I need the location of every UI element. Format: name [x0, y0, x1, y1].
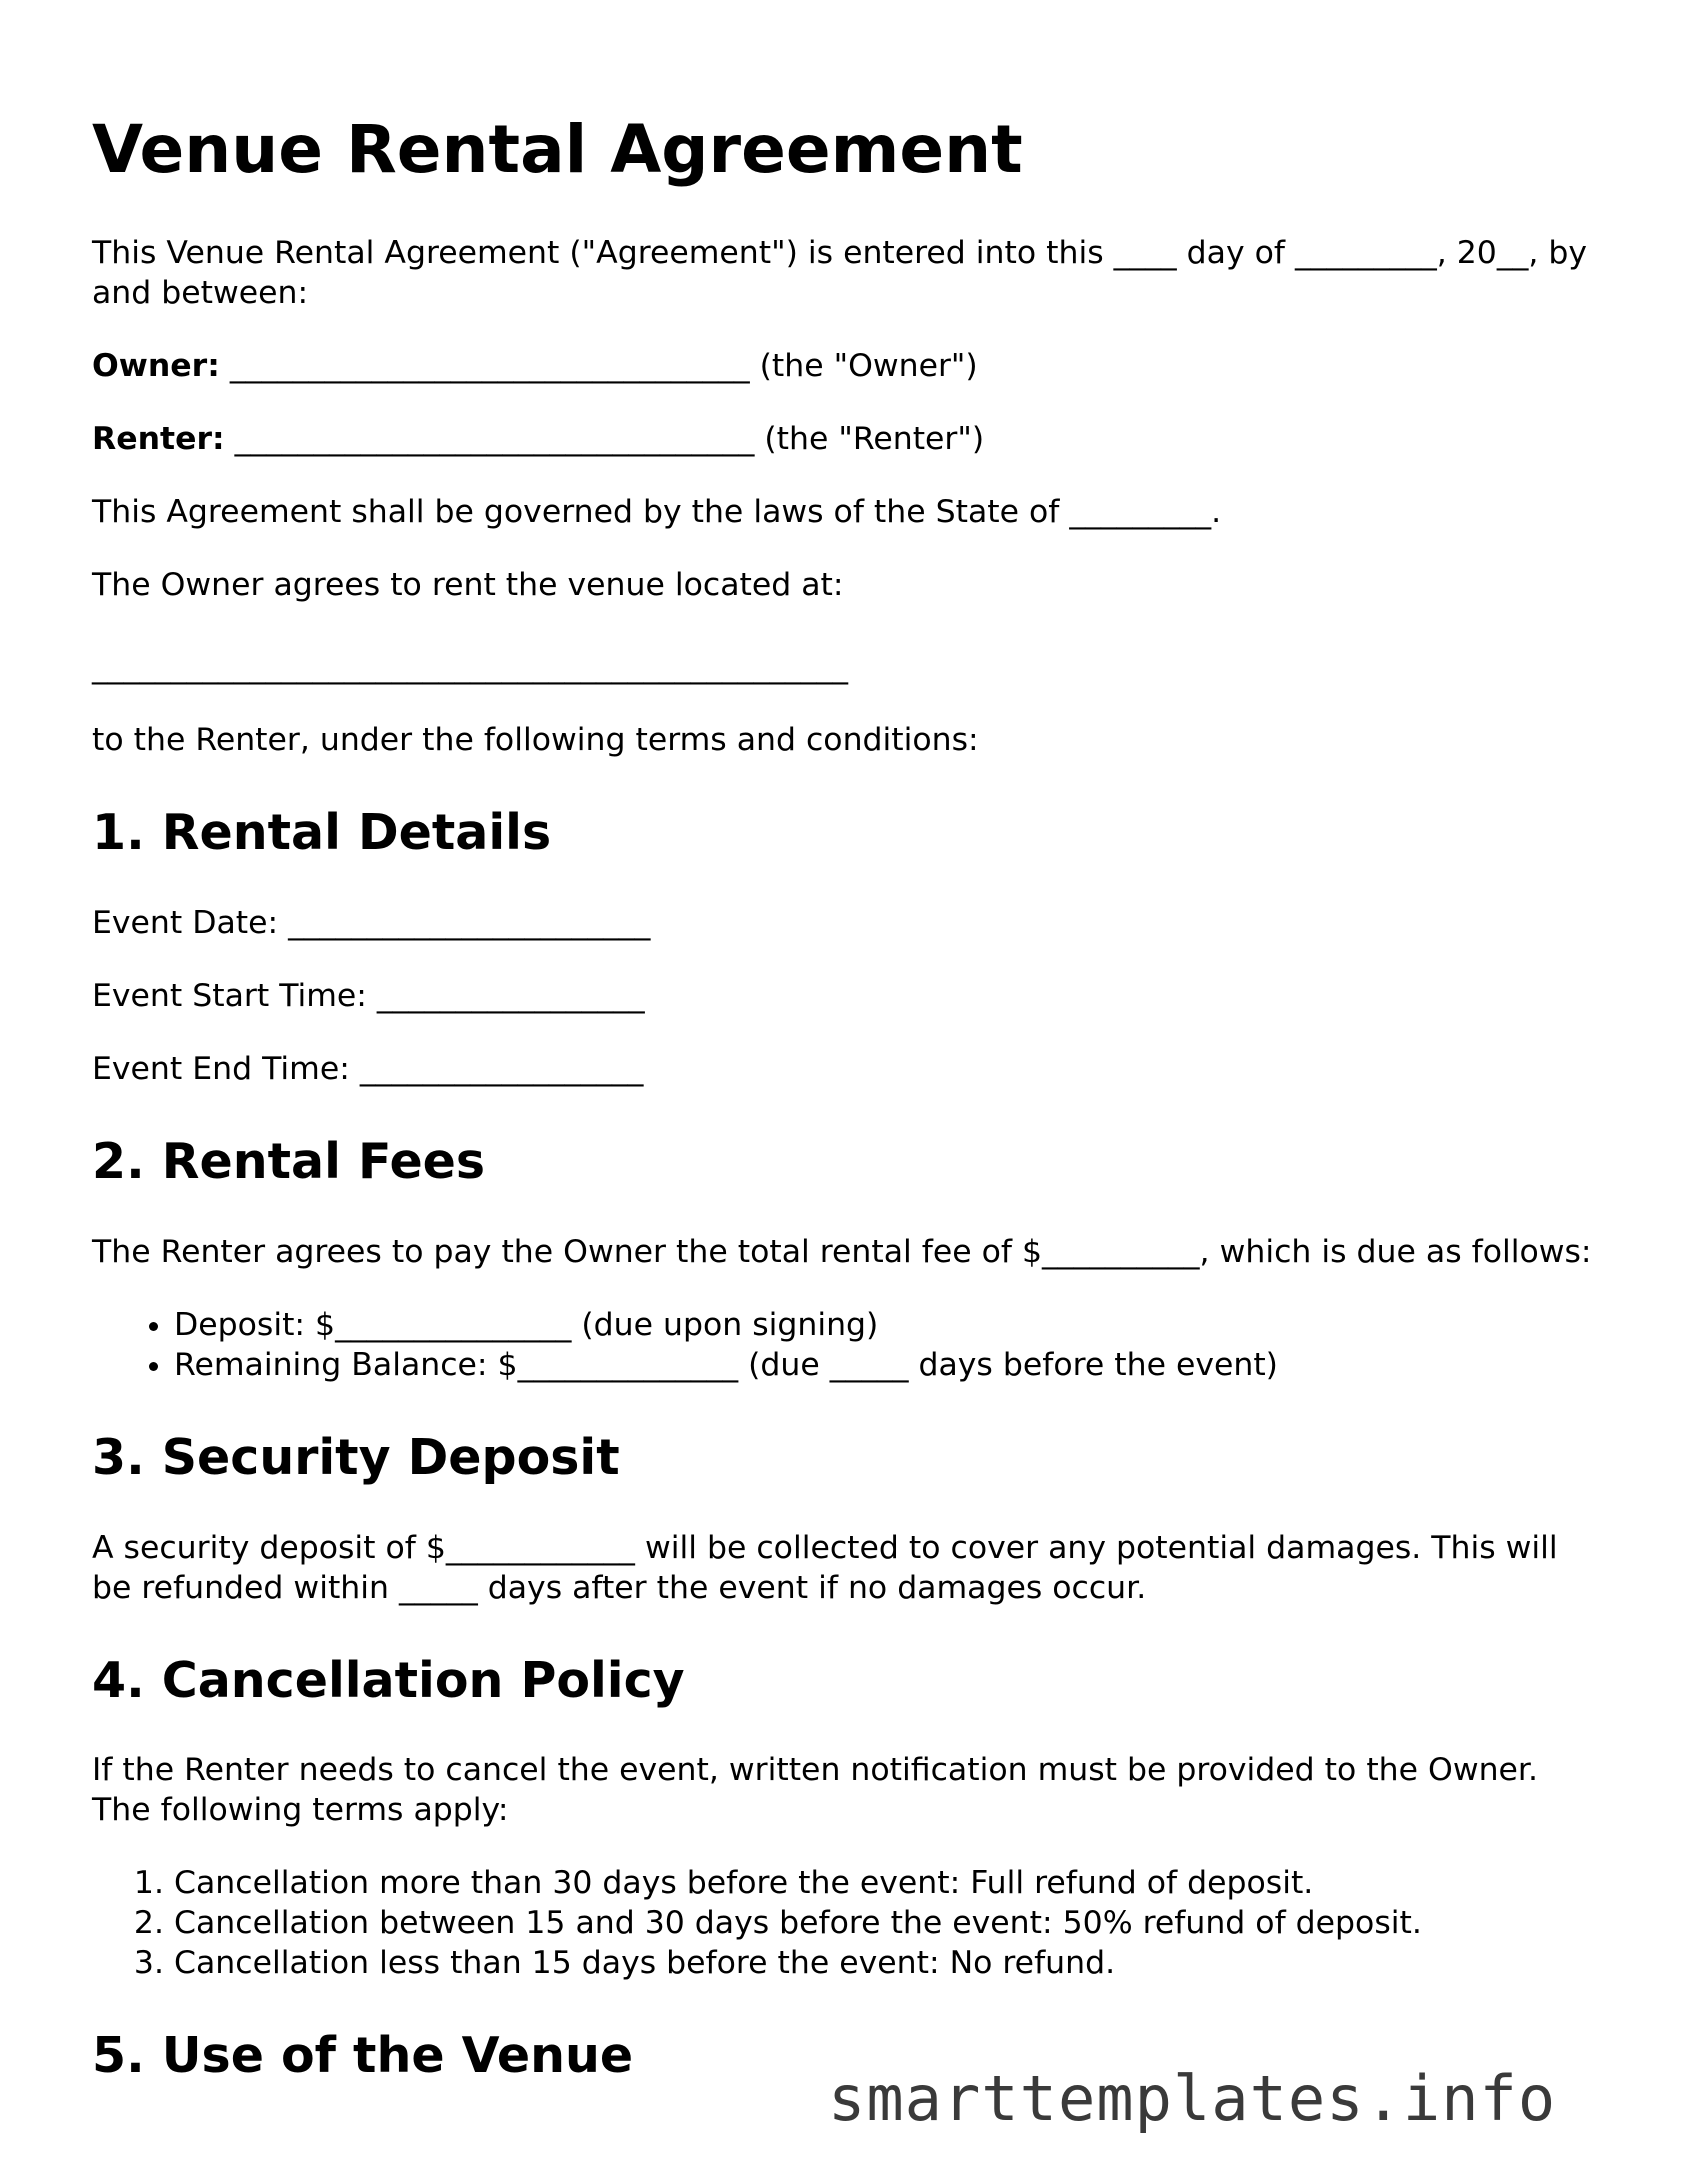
- cancellation-terms-list: [92, 1863, 1602, 1983]
- list-item-cancellation-15-30: 2. Cancellation between 15 and 30 days before the event: 50% refund of deposit.: [174, 1903, 1602, 1943]
- document-title: Venue Rental Agreement: [92, 111, 1023, 188]
- list-item-deposit: • Deposit: $_______________ (due upon signing): [174, 1305, 1602, 1345]
- venue-intro-paragraph: The Owner agrees to rent the venue located at:: [92, 567, 844, 604]
- governing-law-paragraph: This Agreement shall be governed by the laws of the State of _________.: [92, 494, 1222, 531]
- document-page: [92, 110, 1602, 2126]
- intro-paragraph: This Venue Rental Agreement ("Agreement") is entered into this ____ day of _________, 20__, by and between:: [92, 235, 1587, 312]
- section-heading-cancellation-policy: 4. Cancellation Policy: [92, 1651, 685, 1709]
- section-heading-security-deposit: 3. Security Deposit: [92, 1428, 620, 1486]
- owner-blank: _________________________________ (the "Owner"): [219, 348, 978, 385]
- terms-intro-paragraph: to the Renter, under the following terms and conditions:: [92, 722, 979, 759]
- section-heading-rental-details: 1. Rental Details: [92, 804, 552, 862]
- list-item-cancellation-under-15: 3. Cancellation less than 15 days before the event: No refund.: [174, 1943, 1602, 1983]
- owner-label: Owner:: [92, 348, 220, 385]
- renter-line: [92, 419, 1602, 459]
- event-date-line: Event Date: _______________________: [92, 904, 651, 941]
- renter-label: Renter:: [92, 421, 225, 458]
- security-deposit-paragraph: A security deposit of $____________ will be collected to cover any potential damages. This will be refunded within _____ days after the event if no damages occur.: [92, 1529, 1558, 1606]
- watermark-text: smarttemplates.info: [828, 2062, 1557, 2135]
- owner-line: [92, 346, 1602, 386]
- cancellation-paragraph: If the Renter needs to cancel the event, written notification must be provided to the Owner. The following terms apply:: [92, 1752, 1539, 1829]
- list-item-remaining-balance: • Remaining Balance: $______________ (due _____ days before the event): [174, 1345, 1602, 1385]
- section-heading-rental-fees: 2. Rental Fees: [92, 1132, 486, 1190]
- event-start-time-line: Event Start Time: _________________: [92, 977, 645, 1014]
- rental-fee-list: [92, 1305, 1602, 1385]
- event-end-time-line: Event End Time: __________________: [92, 1050, 644, 1087]
- list-item-cancellation-30-plus: 1. Cancellation more than 30 days before the event: Full refund of deposit.: [174, 1863, 1602, 1903]
- venue-address-blank: ________________________________________________: [92, 649, 848, 686]
- renter-blank: _________________________________ (the "Renter"): [224, 421, 985, 458]
- section-heading-use-of-venue: 5. Use of the Venue: [92, 2027, 634, 2085]
- rental-fee-paragraph: The Renter agrees to pay the Owner the total rental fee of $__________, which is due as follows:: [92, 1233, 1592, 1270]
